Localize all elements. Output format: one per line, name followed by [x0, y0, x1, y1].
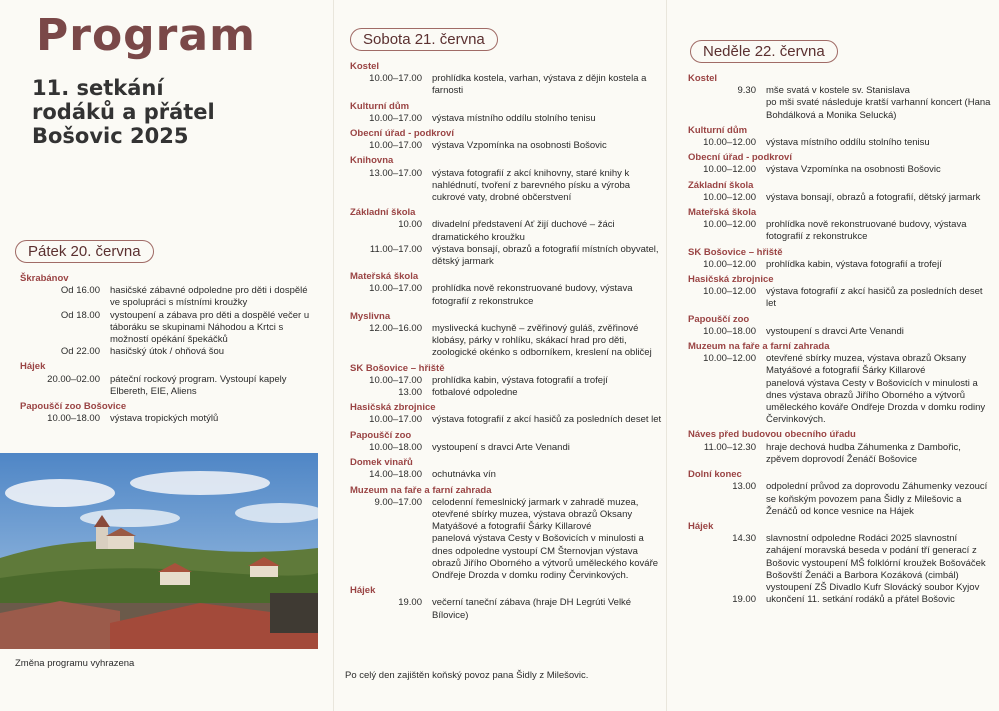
program-description: otevřené sbírky muzea, výstava obrazů Oksany Matyášové a fotografií Šárky Killarové [766, 353, 967, 377]
program-time: 13.00 [732, 481, 756, 493]
program-item [350, 168, 662, 205]
program-time: 11.00–12.30 [703, 441, 756, 453]
venue-heading: Základní škola [350, 207, 416, 219]
program-item [688, 533, 992, 594]
program-description: ukončení 11. setkání rodáků a přátel Bošovic [766, 594, 955, 606]
program-time: 13.00 [398, 387, 422, 399]
friday-program [20, 270, 318, 425]
program-description: vystoupení s dravci Arte Venandi [766, 325, 904, 337]
program-time: 10.00–18.00 [47, 413, 100, 425]
program-time: 10.00–12.00 [703, 137, 756, 149]
program-item [688, 192, 992, 204]
program-description: výstava fotografií z akcí hasičů za posledních deset let [432, 414, 662, 426]
program-item [20, 413, 318, 425]
program-description: výstava Vzpomínka na osobnosti Bošovic [432, 140, 607, 152]
program-time [350, 533, 432, 582]
program-item [688, 594, 992, 606]
program-time: 14.00–18.00 [369, 469, 422, 481]
venue-heading: Papouščí zoo [350, 429, 412, 441]
venue-heading: Mateřská škola [688, 207, 757, 219]
program-item [350, 442, 662, 454]
venue-heading: Základní škola [688, 179, 754, 191]
program-time: 10.00–17.00 [369, 73, 422, 85]
fold-line [666, 0, 667, 711]
program-time: 10.00–18.00 [369, 441, 422, 453]
program-description: myslivecká kuchyně – zvěřinový guláš, zvěřinové klobásy, párky v rohlíku, skákací hrad pro děti, zoologické okénko s odborníkem, kreslení na obličej [432, 323, 652, 359]
saturday-program [350, 58, 662, 622]
program-item [350, 323, 662, 360]
program-description: výstava tropických motýlů [110, 413, 219, 425]
program-item [350, 219, 662, 243]
program-time: 10.00–12.00 [703, 286, 756, 298]
program-time: 10.00–17.00 [369, 374, 422, 386]
day-heading-saturday: Sobota 21. června [350, 28, 498, 51]
program-time: Od 16.00 [60, 285, 100, 297]
day-heading-friday: Pátek 20. června [15, 240, 154, 263]
venue-heading: Papouščí zoo [688, 313, 750, 325]
program-description: prohlídka kabin, výstava fotografií a trofejí [432, 374, 608, 386]
program-time: 14.30 [732, 533, 756, 545]
program-time: 9.00–17.00 [374, 496, 422, 508]
program-description: fotbalové odpoledne [432, 387, 518, 399]
program-description: panelová výstava Cesty v Bošovicích v minulosti a dnes výstava obrazů Jiřího Oborného a výtvorů uměleckého kováře Ondřeje Drozda v domku rodiny Červinkových. [766, 377, 986, 426]
program-time [688, 97, 766, 121]
sunday-program [688, 70, 992, 606]
program-item [20, 374, 318, 398]
program-item [20, 310, 318, 347]
program-item [350, 597, 662, 621]
program-description: odpolední průvod za doprovodu Záhumenky vezoucí se koňským povozem pana Šidly z Milešovic a Ženáčů od konce vesnice na Hájek [766, 481, 988, 517]
program-description: mše svatá v kostele sv. Stanislava [766, 85, 910, 97]
venue-heading: Hájek [350, 585, 376, 597]
program-item [688, 442, 992, 466]
program-item [688, 353, 992, 377]
program-item [688, 97, 992, 121]
change-note: Změna programu vyhrazena [15, 658, 135, 669]
program-description: ochutnávka vín [432, 469, 496, 481]
venue-heading: Kostel [350, 61, 380, 72]
program-description: prohlídka kabin, výstava fotografií a trofejí [766, 258, 942, 270]
program-description: páteční rockový program. Vystoupí kapely Elbereth, EIE, Aliens [110, 373, 287, 397]
program-description: panelová výstava Cesty v Bošovicích v minulosti a dnes odpoledne vystoupí CM Šternovjan výstava obrazů Jiřího Oborného a výtvorů uměleckého kováře Ondřeje Drozda v domku rodiny Červinkových. [432, 533, 659, 581]
venue-heading: Hájek [20, 361, 46, 373]
program-description: hasičské zábavné odpoledne pro děti i dospělé ve spolupráci s místními kroužky [110, 285, 308, 309]
program-time: 13.00–17.00 [369, 167, 422, 179]
program-description: výstava Vzpomínka na osobnosti Bošovic [766, 164, 941, 176]
program-time: 19.00 [398, 597, 422, 609]
program-time: 10.00–17.00 [369, 140, 422, 152]
venue-heading: Kostel [688, 73, 718, 84]
fold-line [333, 0, 334, 711]
program-item [688, 481, 992, 518]
venue-heading: Hasičská zbrojnice [350, 402, 436, 414]
program-description: prohlídka nově rekonstruované budovy, výstava fotografií z rekonstrukce [766, 219, 967, 243]
saturday-footer: Po celý den zajištěn koňský povoz pana Šidly z Milešovic. [345, 670, 589, 681]
program-item [350, 283, 662, 307]
venue-heading: SK Bošovice – hřiště [688, 246, 783, 258]
program-description: výstava místního oddílu stolního tenisu [766, 137, 930, 149]
program-description: večerní taneční zábava (hraje DH Legrúti Velké Bílovice) [432, 597, 632, 621]
program-time: 10.00–12.00 [703, 191, 756, 203]
day-heading-sunday: Neděle 22. června [690, 40, 838, 63]
program-item [350, 375, 662, 387]
program-item [688, 164, 992, 176]
program-item [688, 85, 992, 97]
program-description: výstava bonsají, obrazů a fotografií místních obyvatel, dětský jarmark [432, 243, 659, 268]
venue-heading: Papouščí zoo Bošovice [20, 401, 127, 413]
program-item [350, 533, 662, 582]
program-item [688, 137, 992, 149]
venue-heading: Obecní úřad - podkroví [688, 152, 792, 164]
program-time: 19.00 [732, 594, 756, 606]
program-item [350, 140, 662, 152]
program-description: po mši svaté následuje kratší varhanní koncert (Hana Bohdálková a Monika Selucká) [766, 97, 991, 121]
program-description: prohlídka nově rekonstruované budovy, výstava fotografií z rekonstrukce [432, 283, 633, 307]
program-description: divadelní představení Ať žijí duchové – žáci dramatického kroužku [432, 219, 615, 243]
program-item [688, 378, 992, 427]
venue-heading: Škrabánov [20, 273, 69, 284]
venue-heading: Hasičská zbrojnice [688, 274, 774, 286]
venue-heading: Muzeum na faře a farní zahrada [688, 341, 830, 353]
program-item [688, 259, 992, 271]
program-time: Od 18.00 [60, 309, 100, 321]
program-description: výstava fotografií z akcí knihovny, staré knihy k nahlédnutí, tvoření z barevného písku a výroba cukrové vaty, drobné občerstvení [432, 167, 631, 204]
venue-heading: Mateřská škola [350, 271, 419, 283]
program-description: prohlídka kostela, varhan, výstava z dějin kostela a farnosti [432, 73, 647, 97]
program-description: výstava bonsají, obrazů a fotografií, dětský jarmark [766, 191, 981, 203]
program-time: 10.00–12.00 [703, 219, 756, 231]
program-description: vystoupení a zábava pro děti a dospělé večer u táboráku se skupinami Náhodou a Krtci s možností opékání špekáčků [110, 309, 310, 346]
program-time: 12.00–16.00 [369, 323, 422, 335]
program-item [688, 326, 992, 338]
program-time: 10.00–18.00 [703, 325, 756, 337]
program-item [350, 387, 662, 399]
venue-heading: Náves před budovou obecního úřadu [688, 429, 856, 441]
venue-heading: Hájek [688, 520, 714, 532]
program-item [688, 219, 992, 243]
program-time: 10.00–12.00 [703, 164, 756, 176]
program-description: slavnostní odpoledne Rodáci 2025 slavnostní zahájení moravská beseda v podání tří generací z Bošovic vystoupení MŠ folklórní kroužek Bošováček Bošovští Ženáči a Barbora Kozáková (cimbál) vystoupení ZŠ Divadlo Kufr Slovácký soubor Kyjov [766, 533, 986, 593]
program-time: 20.00–02.00 [47, 373, 100, 385]
village-photo [0, 453, 318, 649]
venue-heading: Kulturní dům [688, 124, 748, 136]
program-description: výstava fotografií z akcí hasičů za posledních deset let [766, 286, 983, 310]
program-time: 10.00–17.00 [369, 283, 422, 295]
venue-heading: Domek vinařů [350, 457, 413, 469]
venue-heading: Dolní konec [688, 469, 742, 481]
program-item [350, 73, 662, 97]
program-description: vystoupení s dravci Arte Venandi [432, 441, 570, 453]
program-description: celodenní řemeslnický jarmark v zahradě muzea, otevřené sbírky muzea, výstava obrazů Oksany Matyášové a fotografií Šárky Killarové [432, 496, 639, 533]
program-description: hasičský útok / ohňová šou [110, 346, 225, 358]
venue-heading: Myslivna [350, 310, 391, 322]
program-time: 10.00–17.00 [369, 414, 422, 426]
program-time: 11.00–17.00 [369, 243, 422, 255]
venue-heading: Muzeum na faře a farní zahrada [350, 484, 492, 496]
venue-heading: Obecní úřad - podkroví [350, 128, 454, 140]
venue-heading: Knihovna [350, 155, 394, 167]
program-time: 9.30 [737, 85, 756, 97]
program-time: Od 22.00 [60, 346, 100, 358]
venue-heading: SK Bošovice – hřiště [350, 362, 445, 374]
page-subtitle: 11. setkání rodáků a přátel Bošovic 2025 [32, 76, 215, 148]
program-item [350, 414, 662, 426]
program-time [688, 378, 766, 427]
program-description: hraje dechová hudba Záhumenka z Dambořic, zpěvem doprovodí Ženáčí Bošovice [766, 441, 961, 465]
program-item [350, 113, 662, 125]
page-title: Program [36, 10, 256, 61]
program-item [20, 346, 318, 358]
program-item [350, 244, 662, 268]
program-time: 10.00–12.00 [703, 258, 756, 270]
program-description: výstava místního oddílu stolního tenisu [432, 112, 596, 124]
program-time: 10.00 [398, 219, 422, 231]
program-item [20, 285, 318, 309]
program-item [688, 286, 992, 310]
program-time: 10.00–12.00 [703, 353, 756, 365]
venue-heading: Kulturní dům [350, 100, 410, 112]
program-item [350, 469, 662, 481]
program-item [350, 497, 662, 534]
program-time: 10.00–17.00 [369, 112, 422, 124]
